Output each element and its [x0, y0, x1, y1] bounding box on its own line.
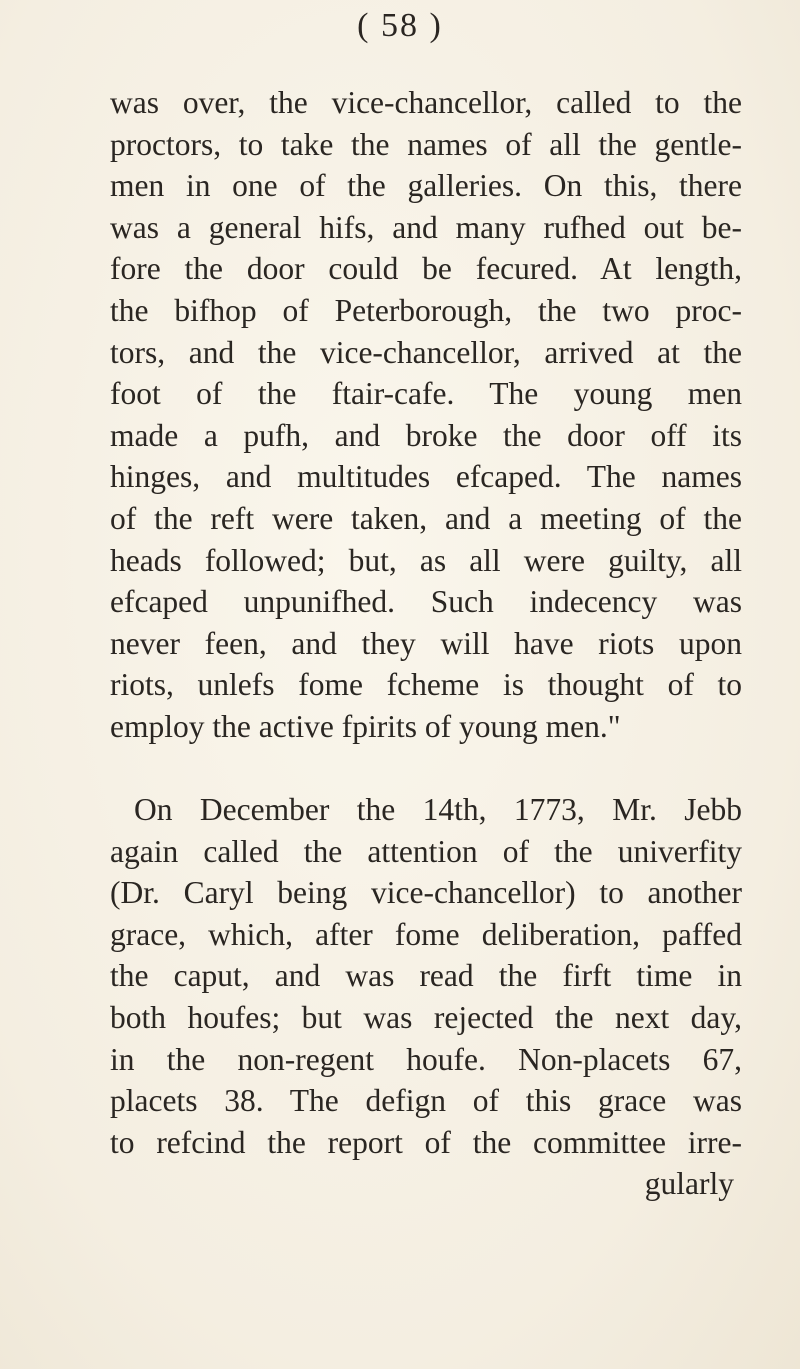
text-line: riots, unlefs fome fcheme is thought of to	[110, 667, 742, 703]
text-line: never feen, and they will have riots upon	[110, 625, 742, 661]
text-line: hinges, and multitudes efcaped. The names	[110, 459, 742, 495]
text-line: of the reft were taken, and a meeting of the	[110, 500, 742, 536]
body-text	[110, 82, 742, 1205]
text-line: foot of the ftair-cafe. The young men	[110, 376, 742, 412]
paragraph-2	[110, 789, 742, 1163]
text-line: placets 38. The defign of this grace was	[110, 1083, 742, 1119]
text-line: fore the door could be fecured. At length,	[110, 251, 742, 287]
text-line: heads followed; but, as all were guilty, all	[110, 542, 742, 578]
paragraph-spacer	[110, 748, 742, 790]
text-line: grace, which, after fome deliberation, paffed	[110, 916, 742, 952]
text-line: men in one of the galleries. On this, there	[110, 168, 742, 204]
text-line: made a pufh, and broke the door off its	[110, 417, 742, 453]
text-line: the bifhop of Peterborough, the two proc-	[110, 292, 742, 328]
text-line: to refcind the report of the committee irre-	[110, 1124, 742, 1160]
text-line: On December the 14th, 1773, Mr. Jebb	[134, 792, 742, 828]
text-line: (Dr. Caryl being vice-chancellor) to another	[110, 875, 742, 911]
text-line: the caput, and was read the firft time in	[110, 958, 742, 994]
text-line: both houfes; but was rejected the next day,	[110, 1000, 742, 1036]
text-line: tors, and the vice-chancellor, arrived at the	[110, 334, 742, 370]
text-line: in the non-regent houfe. Non-placets 67,	[110, 1041, 742, 1077]
text-line: was a general hifs, and many rufhed out be-	[110, 209, 742, 245]
page-number: ( 58 )	[357, 7, 443, 44]
text-line: again called the attention of the univerfity	[110, 833, 742, 869]
text-line: was over, the vice-chancellor, called to the	[110, 85, 742, 120]
catchword: gularly	[644, 1166, 734, 1202]
text-line: efcaped unpunifhed. Such indecency was	[110, 584, 742, 620]
text-line: proctors, to take the names of all the gentle-	[110, 126, 742, 162]
text-line: employ the active fpirits of young men."	[110, 708, 621, 744]
paragraph-1	[110, 82, 742, 748]
